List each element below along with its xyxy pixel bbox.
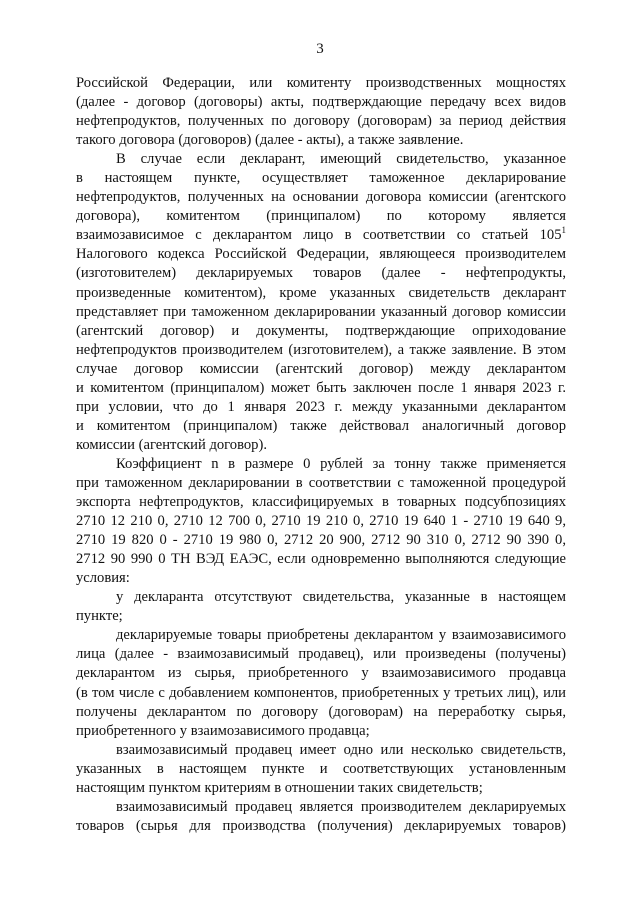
text-line: при условии, что до 1 января 2023 г. между указанными декларантом (76, 398, 566, 415)
text-line: 2710 12 210 0, 2710 12 700 0, 2710 19 210 0, 2710 19 640 1 - 2710 19 640 9, (76, 513, 566, 530)
paragraph (76, 741, 566, 798)
text-line: представляет при таможенном декларировании указанный договор комиссии (76, 303, 566, 320)
text-line: 2712 90 990 0 ТН ВЭД ЕАЭС, если одновременно выполняются следующие (76, 551, 566, 568)
text-line: договора), комитентом (принципалом) по которому является (76, 208, 566, 225)
text-line: Российской Федерации, или комитенту производственных мощностях (76, 75, 566, 91)
footnote-superscript: 1 (561, 225, 566, 236)
text-line: в настоящем пункте, осуществляет таможенное декларирование (76, 170, 566, 187)
text-line: нефтепродуктов производителем (изготовителем), а также заявление. В этом (76, 341, 566, 358)
text-line: случае договор комиссии (агентский договор) между декларантом (76, 360, 566, 377)
text-line: декларируемые товары приобретены декларантом у взаимозависимого (116, 627, 566, 644)
page-number: 3 (316, 41, 324, 57)
text-line: пункте; (76, 608, 123, 625)
paragraph (76, 74, 566, 150)
text-line: получены декларантом по договору (договорам) на переработку сырья, (76, 703, 566, 720)
paragraph (76, 455, 566, 588)
paragraph (76, 798, 566, 836)
text-line: декларантом из сырья, приобретенного у взаимозависимого продавца (76, 665, 566, 682)
text-line: при таможенном декларировании в соответствии с таможенной процедурой (76, 474, 566, 491)
document-body (76, 74, 566, 836)
text-line: экспорта нефтепродуктов, классифицируемых в товарных подсубпозициях (76, 494, 566, 511)
text-line: (в том числе с добавлением компонентов, приобретенных у третьих лиц), или (76, 684, 566, 701)
text-line: и комитентом (принципалом) также действовал аналогичный договор (76, 417, 566, 434)
text-line: и комитентом (принципалом) может быть заключен после 1 января 2023 г. (76, 379, 566, 396)
paragraph (76, 626, 566, 740)
text-line: взаимозависимое с декларантом лицо в соответствии со статьей $105^1$ (76, 225, 566, 244)
paragraph (76, 150, 566, 455)
text-line: 2710 19 820 0 - 2710 19 980 0, 2712 20 900, 2712 90 310 0, 2712 90 390 0, (76, 532, 566, 549)
text-line: взаимозависимый продавец является производителем декларируемых (116, 798, 566, 815)
text-line: у декларанта отсутствуют свидетельства, указанные в настоящем (116, 589, 566, 606)
paragraph (76, 588, 566, 626)
text-line: приобретенного у взаимозависимого продавца; (76, 722, 370, 739)
text-line: такого договора (договоров) (далее - акты), а также заявление. (76, 132, 464, 149)
text-line: товаров (сырья для производства (получения) декларируемых товаров) (76, 817, 566, 834)
text-line: Налогового кодекса Российской Федерации, являющееся производителем (76, 246, 566, 263)
text-line: (далее - договор (договоры) акты, подтверждающие передачу всех видов (76, 94, 566, 111)
text-line: Коэффициент n в размере 0 рублей за тонну также применяется (116, 455, 566, 472)
text-line: комиссии (агентский договор). (76, 436, 267, 453)
text-line: указанных в настоящем пункте и соответствующих установленным (76, 760, 566, 777)
text-line: В случае если декларант, имеющий свидетельство, указанное (116, 151, 566, 168)
text-line: взаимозависимый продавец имеет одно или несколько свидетельств, (116, 741, 566, 758)
text-line: настоящим пунктом критериям в отношении таких свидетельств; (76, 779, 483, 796)
text-line: условия: (76, 570, 130, 587)
text-line: (изготовителем) декларируемых товаров (далее - нефтепродукты, (76, 265, 566, 282)
text-line: лица (далее - взаимозависимый продавец), или произведены (получены) (76, 646, 566, 663)
text-line: произведенные комитентом), кроме указанных свидетельств декларант (76, 284, 566, 301)
text-line: нефтепродуктов, полученных по договору (договорам) за период действия (76, 113, 566, 130)
text-line: (агентский договор) и документы, подтверждающие оприходование (76, 322, 566, 339)
text-line: нефтепродуктов, полученных на основании договора комиссии (агентского (76, 189, 566, 206)
